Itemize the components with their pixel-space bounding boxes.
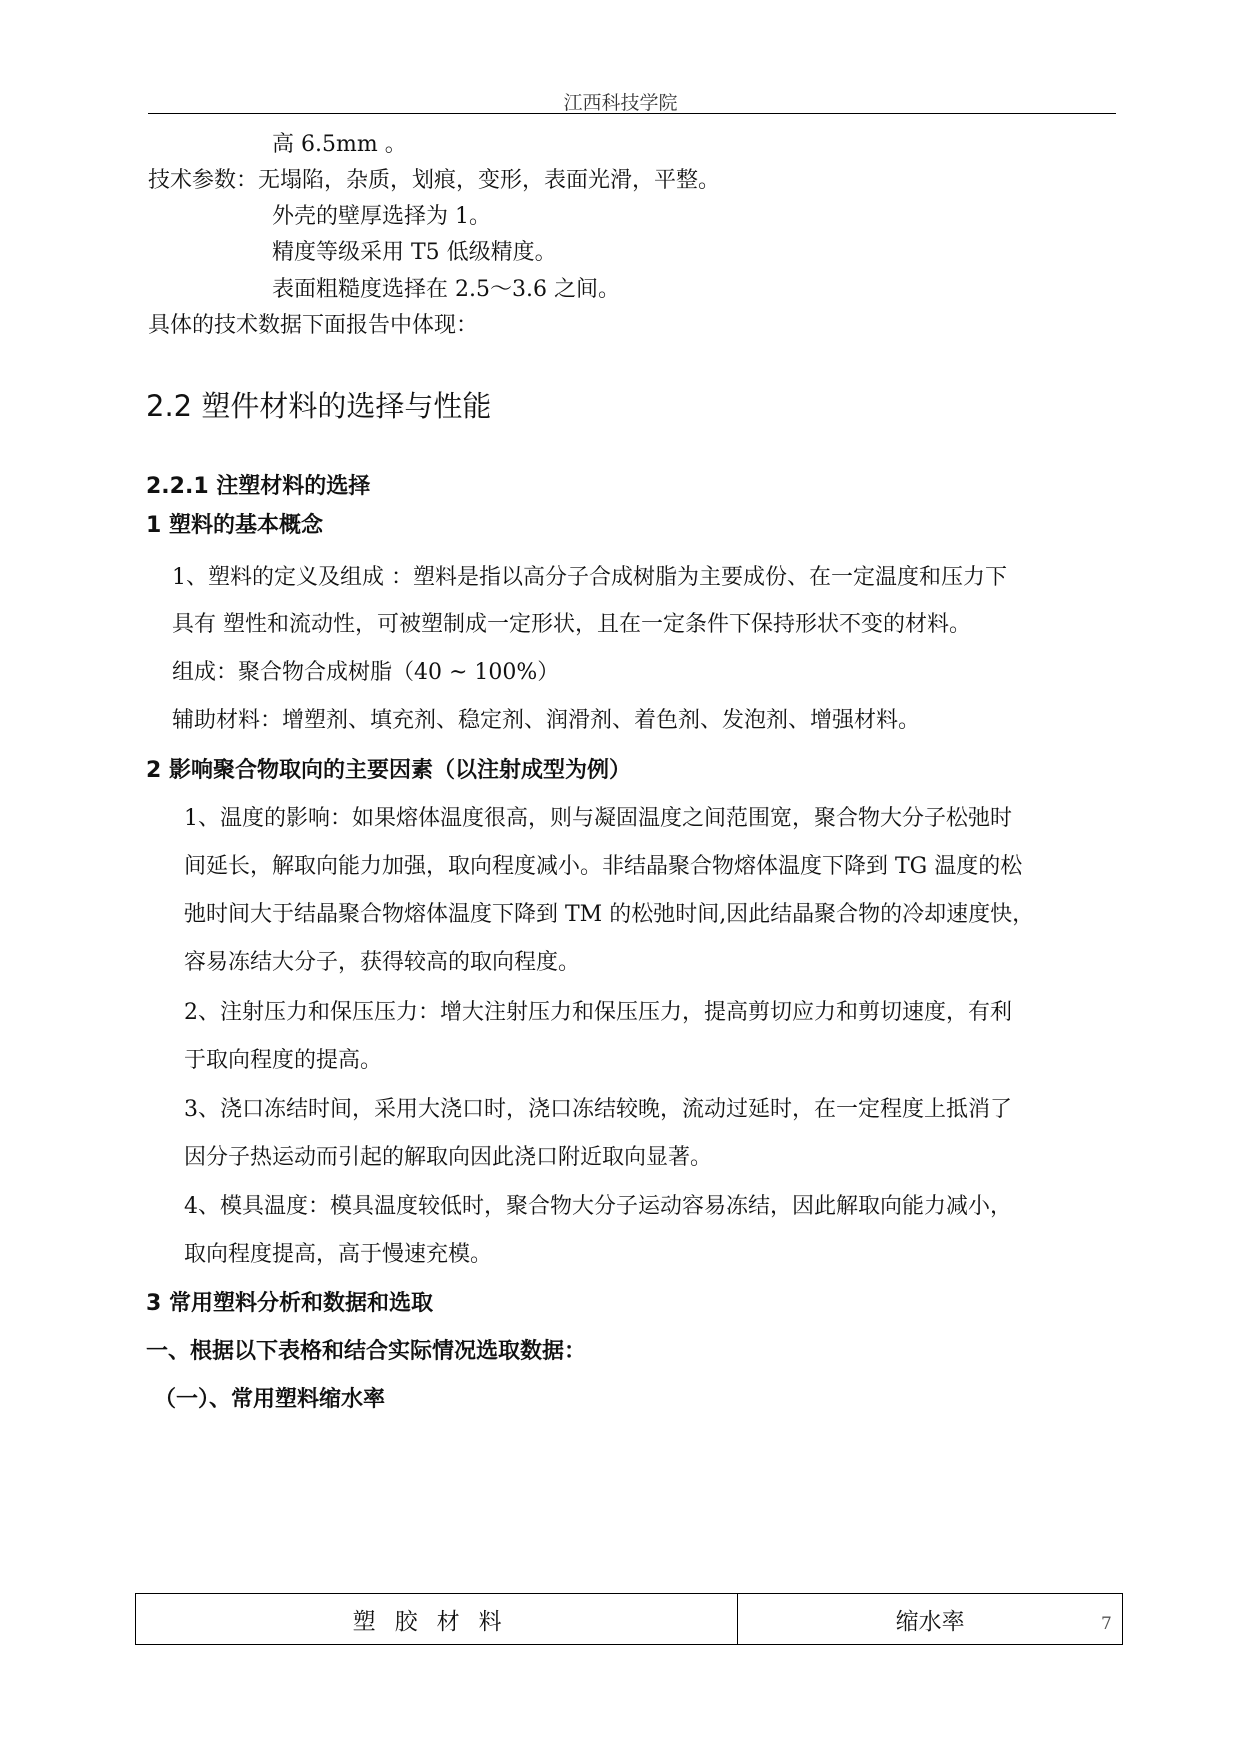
analysis-heading: 3 常用塑料分析和数据和选取: [146, 1291, 433, 1316]
spec-precision-line: 精度等级采用 T5 低级精度。: [272, 240, 557, 265]
factors-line: 4、模具温度：模具温度较低时，聚合物大分子运动容易冻结，因此解取向能力减小，: [184, 1194, 1012, 1219]
header-rule: [148, 113, 1116, 114]
spec-summary-line: 具体的技术数据下面报告中体现：: [148, 313, 479, 338]
table-header-row: [136, 1594, 1123, 1645]
concept-line: 具有 塑性和流动性，可被塑制成一定形状，且在一定条件下保持形状不变的材料。: [172, 612, 971, 637]
concept-line: 1、塑料的定义及组成 ：塑料是指以高分子合成树脂为主要成份、在一定温度和压力下: [172, 565, 1007, 590]
spec-tech-params-line: 技术参数：无塌陷，杂质，划痕，变形，表面光滑，平整。: [148, 168, 721, 193]
factors-line: 容易冻结大分子，获得较高的取向程度。: [184, 950, 581, 975]
factors-line: 3、浇口冻结时间，采用大浇口时，浇口冻结较晚，流动过延时，在一定程度上抵消了: [184, 1097, 1012, 1122]
factors-line: 取向程度提高，高于慢速充模。: [184, 1242, 493, 1267]
factors-line: 2、注射压力和保压压力：增大注射压力和保压压力，提高剪切应力和剪切速度，有利: [184, 1000, 1012, 1025]
running-header-title: 江西科技学院: [563, 92, 678, 114]
page-number: 7: [1101, 1614, 1112, 1634]
factors-line: 因分子热运动而引起的解取向因此浇口附近取向显著。: [184, 1145, 713, 1170]
factors-heading: 2 影响聚合物取向的主要因素（以注射成型为例）: [146, 758, 631, 783]
concept-heading: 1 塑料的基本概念: [146, 513, 323, 538]
factors-line: 1、温度的影响：如果熔体温度很高，则与凝固温度之间范围宽，聚合物大分子松弛时: [184, 806, 1012, 831]
concept-line: 辅助材料：增塑剂、填充剂、稳定剂、润滑剂、着色剂、发泡剂、增强材料。: [172, 708, 921, 733]
spec-wall-thickness-line: 外壳的壁厚选择为 1。: [272, 204, 491, 229]
analysis-subheading-2: （一）、常用塑料缩水率: [154, 1387, 386, 1412]
table-header-material: 塑胶材料: [136, 1594, 738, 1645]
factors-line: 弛时间大于结晶聚合物熔体温度下降到 TM 的松弛时间,因此结晶聚合物的冷却速度快，: [184, 902, 1035, 927]
factors-line: 于取向程度的提高。: [184, 1048, 383, 1073]
concept-line: 组成：聚合物合成树脂（40 ~ 100%）: [172, 660, 560, 685]
section-title: 2.2 塑件材料的选择与性能: [146, 389, 492, 423]
analysis-subheading-1: 一、根据以下表格和结合实际情况选取数据：: [146, 1339, 587, 1364]
spec-roughness-line: 表面粗糙度选择在 2.5～3.6 之间。: [272, 277, 620, 302]
shrinkage-table: [135, 1593, 1123, 1645]
factors-line: 间延长，解取向能力加强，取向程度减小。非结晶聚合物熔体温度下降到 TG 温度的松: [184, 854, 1023, 879]
table-header-shrinkage: 缩水率: [738, 1594, 1123, 1645]
subsection-title: 2.2.1 注塑材料的选择: [146, 474, 371, 499]
spec-height-line: 高 6.5mm 。: [272, 132, 407, 157]
